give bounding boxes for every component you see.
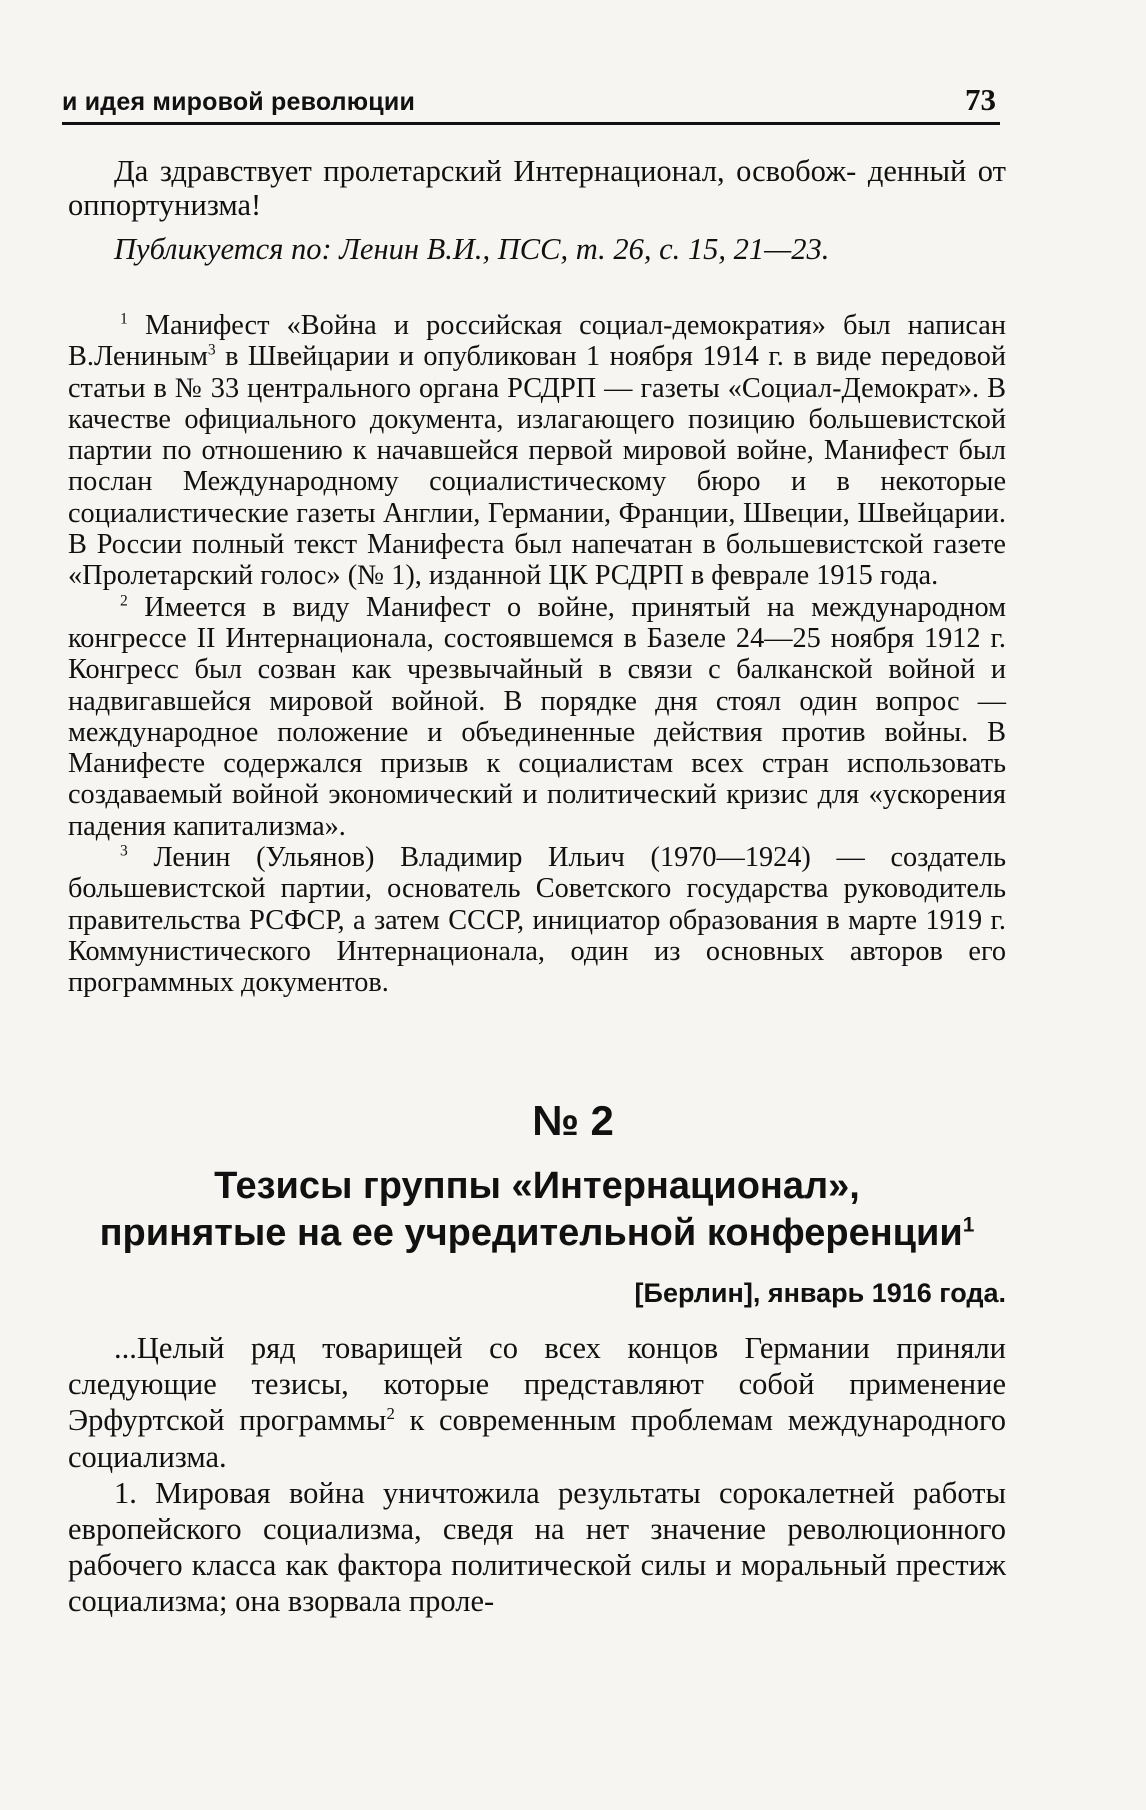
page-number: 73 <box>965 82 996 117</box>
footnote-marker: 2 <box>120 592 128 610</box>
footnote-text: в Швейцарии и опубликован 1 ноября 1914 г. в виде передовой статьи в № 33 центрального органа РСДРП — газеты «Социал-Демократ». В качестве официального документа, излагающего позицию большевистской партии по отношению к начавшейся первой мировой войне, Манифест был послан Международному социалистическому бюро и в некоторые социалистические газеты Англии, Германии, Франции, Швеции, Швейцарии. В России полный текст Манифеста был напечатан в большевистской газете «Пролетарский голос» (№ 1), изданной ЦК РСДРП в феврале 1915 года. <box>68 341 1006 592</box>
footnote-1 <box>68 310 1006 592</box>
paragraph-1 <box>68 1330 1006 1475</box>
running-head-title: и идея мировой революции <box>62 88 416 116</box>
document-title <box>68 1163 1006 1257</box>
publication-note: Публикуется по: Ленин В.И., ПСС, т. 26, с. 15, 21—23. <box>114 231 830 266</box>
footnote-text: Ленин (Ульянов) Владимир Ильич (1970—1924) — создатель большевистской партии, основатель Советского государства руководитель правительства РСФСР, а затем СССР, инициатор образования в марте 1919 г. Коммунистического Интернационала, один из основных авторов его программных документов. <box>68 842 1007 999</box>
header-rule <box>62 122 1000 125</box>
title-line-2 <box>68 1210 1006 1257</box>
footnote-marker: 1 <box>120 310 128 328</box>
main-text <box>68 1330 1006 1620</box>
footnote-marker: 3 <box>120 842 128 860</box>
paragraph-2: 1. Мировая война уничтожила результаты сорокалетней работы европейского социализма, сведя на нет значение революционного рабочего класса как фактора политической силы и моральный престиж социализма; она взорвала проле- <box>68 1475 1006 1619</box>
intro-paragraph <box>68 155 1006 223</box>
title-footnote-ref: 1 <box>962 1213 975 1237</box>
intro-block <box>68 155 1006 266</box>
document-date: [Берлин], январь 1916 года. <box>634 1278 1006 1308</box>
document-number: № 2 <box>532 1097 614 1144</box>
footnote-2 <box>68 592 1006 842</box>
paragraph-1-ref: 2 <box>386 1404 395 1424</box>
intro-line-2: денный от оппортунизма! <box>68 154 1006 222</box>
footnote-text: Манифест «Война и российская социал-демократия» был написан В.Лениным <box>68 310 1006 373</box>
footnote-3 <box>68 842 1006 998</box>
footnote-ref: 3 <box>207 341 216 359</box>
title-line-2-text: принятые на ее учредительной конференции <box>99 1212 963 1254</box>
title-line-1: Тезисы группы «Интернационал», <box>214 1165 860 1207</box>
running-head <box>62 82 1000 118</box>
paragraph-1-text-cont: к современным проблемам международного социализма. <box>68 1403 1007 1474</box>
paragraph-1-text: ...Целый ряд товарищей со всех концов Германии приняли следующие тезисы, которые представляют собой применение Эрфуртской программы <box>68 1331 1006 1438</box>
intro-line-1: Да здравствует пролетарский Интернационал, освобож- <box>114 154 857 188</box>
footnote-text: Имеется в виду Манифест о войне, принятый на международном конгрессе II Интернационала, состоявшемся в Базеле 24—25 ноября 1912 г. Конгресс был созван как чрезвычайный в связи с балканской войной и надвигавшейся мировой войной. В порядке дня стоял один вопрос — международное положение и объединенные действия против войны. В Манифесте содержался призыв к социалистам всех стран использовать создаваемый войной экономический и политический кризис для «ускорения падения капитализма». <box>68 591 1007 842</box>
footnotes <box>68 310 1006 999</box>
